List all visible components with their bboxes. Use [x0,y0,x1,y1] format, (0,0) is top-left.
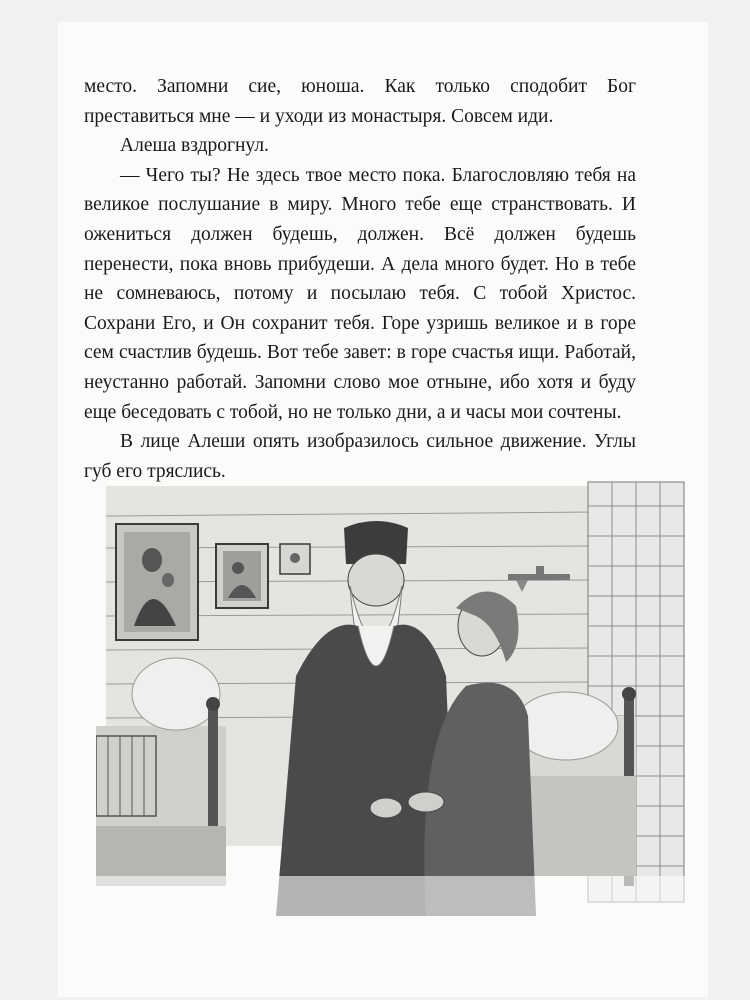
icon-painting-large [116,524,198,640]
paragraph: Алеша вздрогнул. [120,135,269,157]
body-text [84,72,636,486]
paragraph: место. Запомни сие, юноша. Как только сподобит Бог преставиться мне — и уходи из монастыря. Совсем иди. [84,76,636,127]
paragraph: В лице Алеши опять изобразилось сильное движение. Углы губ его тряслись. [84,431,636,482]
paragraph: — Чего ты? Не здесь твое место пока. Благословляю тебя на великое послушание в миру. Много тебе еще странствовать. И ожениться должен будешь, должен. Всё должен будешь перенести, пока вновь прибудеши. А дела много будет. Но в тебе не сомневаюсь, потому и посылаю тебя. С тобой Христос. Сохрани Его, и Он сохранит тебя. Горе узришь великое и в горе сем счастлив будешь. Вот тебе завет: в горе счастья ищи. Работай, неустанно работай. Запомни слово мое отныне, ибо хотя и буду еще беседовать с тобой, но не только дни, а и часы мои сочтены. [84,164,636,423]
icon-painting-small [280,544,310,574]
illustration-elder-and-alyosha [96,476,696,916]
pencil-drawing [96,476,696,916]
icon-painting-medium [216,544,268,608]
